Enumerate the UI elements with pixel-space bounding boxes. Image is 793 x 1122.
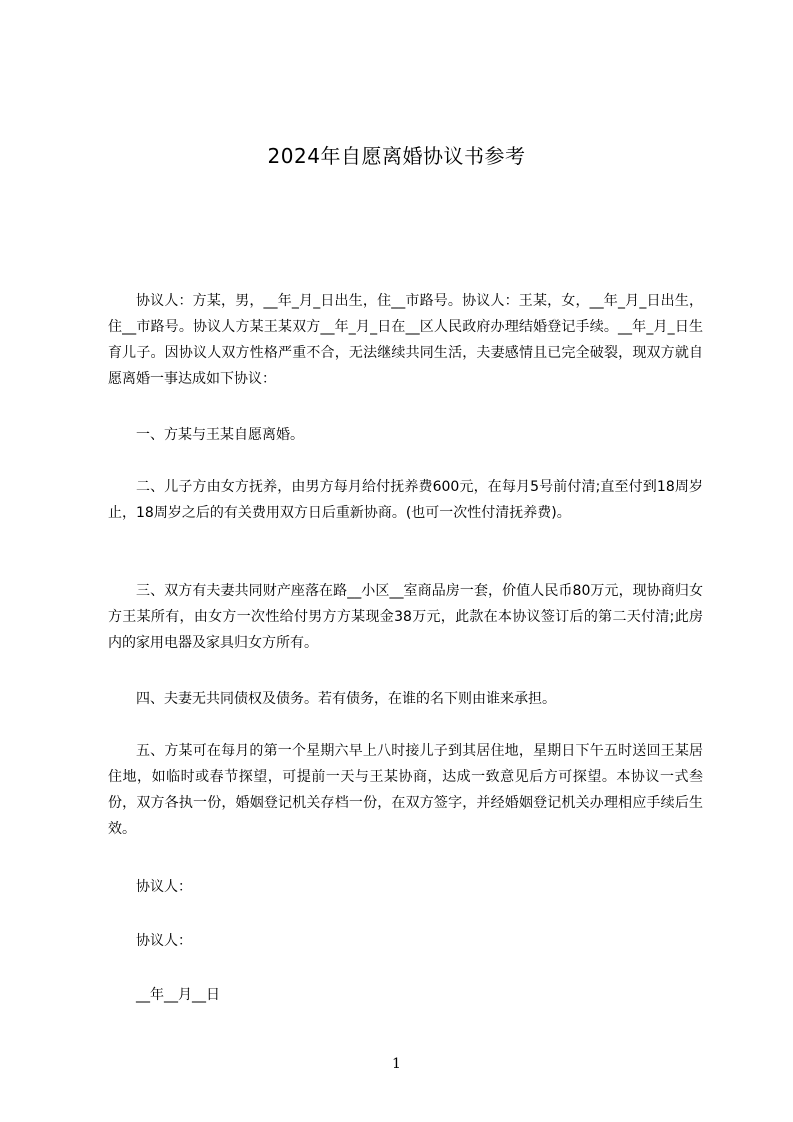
clause-3: 三、双方有夫妻共同财产座落在路__小区__室商品房一套，价值人民币80万元，现协商归女方王某所有，由女方一次性给付男方方某现金38万元，此款在本协议签订后的第二天付清;此房内的家用电器及家具归女方所有。 (108, 583, 703, 651)
document-title: 2024年自愿离婚协议书参考 (267, 144, 526, 168)
signature-line-1: 协议人： (136, 879, 192, 895)
page-number: 1 (392, 1056, 401, 1072)
clause-4: 四、夫妻无共同债权及债务。若有债务，在谁的名下则由谁来承担。 (136, 691, 556, 707)
signature-line-2: 协议人： (136, 933, 192, 949)
paragraph-parties: 协议人：方某，男，__年_月_日出生，住__市路号。协议人：王某，女，__年_月_日出生，住__市路号。协议人方某王某双方__年_月_日在__区人民政府办理结婚登记手续。__年_月_日生育儿子。因协议人双方性格严重不合，无法继续共同生活，夫妻感情且已完全破裂，现双方就自愿离婚一事达成如下协议： (108, 293, 703, 387)
clause-2: 二、儿子方由女方抚养，由男方每月给付抚养费600元，在每月5号前付清;直至付到18周岁止，18周岁之后的有关费用双方日后重新协商。(也可一次性付清抚养费)。 (108, 479, 703, 521)
clause-5: 五、方某可在每月的第一个星期六早上八时接儿子到其居住地，星期日下午五时送回王某居住地，如临时或春节探望，可提前一天与王某协商，达成一致意见后方可探望。本协议一式叁份，双方各执一份，婚姻登记机关存档一份，在双方签字，并经婚姻登记机关办理相应手续后生效。 (108, 743, 703, 837)
date-line: __年__月__日 (136, 987, 220, 1003)
clause-1: 一、方某与王某自愿离婚。 (136, 427, 304, 443)
